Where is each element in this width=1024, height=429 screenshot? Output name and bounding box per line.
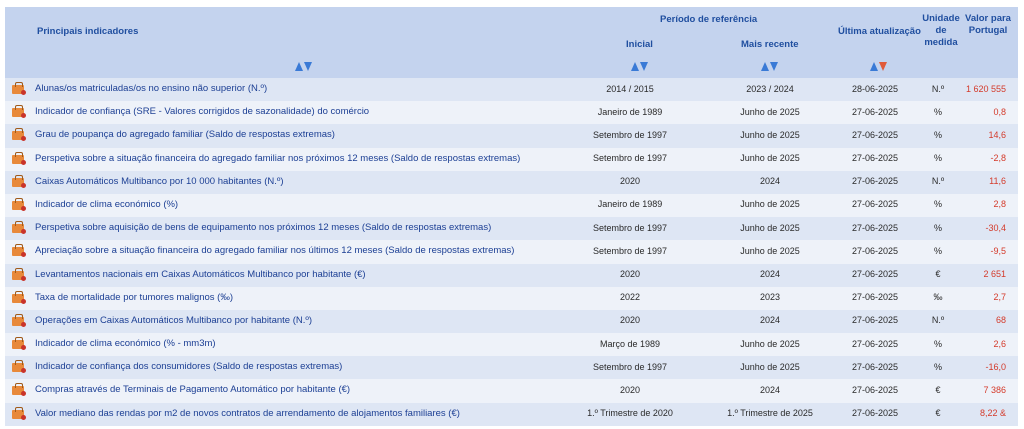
initial-period: Setembro de 1997 [592, 361, 668, 372]
table-body [5, 78, 1018, 426]
header-recent[interactable]: Mais recente [741, 39, 799, 50]
value: 0,8 [993, 106, 1006, 117]
table-row [5, 379, 1018, 402]
sort-indicators-icon[interactable] [295, 62, 312, 71]
value: 2,8 [993, 199, 1006, 210]
table-row [5, 217, 1018, 240]
indicator-link[interactable]: Apreciação sobre a situação financeira do agregado familiar nos últimos 12 meses (Saldo de respostas extremas) [35, 245, 515, 257]
unit: N.º [931, 315, 945, 326]
recent-period: 2024 [759, 176, 781, 187]
indicator-link[interactable]: Grau de poupança do agregado familiar (Saldo de respostas extremas) [35, 129, 335, 141]
value: 7 386 [983, 384, 1006, 395]
indicators-table [5, 7, 1018, 419]
recent-period: Junho de 2025 [740, 245, 800, 256]
initial-period: 2014 / 2015 [606, 83, 654, 94]
unit: % [933, 106, 942, 117]
recent-period: 2023 [759, 292, 781, 303]
value: 2 651 [983, 269, 1006, 279]
indicator-link[interactable]: Compras através de Terminais de Pagamento Automático por habitante (€) [35, 384, 351, 396]
unit: % [933, 129, 942, 140]
table-row [5, 171, 1018, 194]
chart-briefcase-icon[interactable] [12, 85, 24, 94]
unit: % [933, 338, 942, 349]
chart-briefcase-icon[interactable] [12, 340, 24, 349]
chart-briefcase-icon[interactable] [12, 247, 24, 256]
table-row [5, 78, 1018, 101]
initial-period: 2020 [619, 384, 641, 395]
unit: € [935, 408, 941, 419]
initial-period: 2020 [619, 176, 641, 187]
header-initial[interactable]: Inicial [626, 39, 653, 50]
chart-briefcase-icon[interactable] [12, 271, 24, 280]
chart-briefcase-icon[interactable] [12, 201, 24, 210]
last-update: 27-06-2025 [851, 153, 899, 164]
table-header [5, 7, 1018, 78]
table-row [5, 356, 1018, 379]
header-value: Valor para Portugal [965, 13, 1011, 36]
table-row [5, 148, 1018, 171]
initial-period: 2020 [619, 315, 641, 326]
initial-period: Setembro de 1997 [592, 153, 668, 164]
last-update: 28-06-2025 [851, 83, 899, 94]
chart-briefcase-icon[interactable] [12, 108, 24, 117]
initial-period: Março de 1989 [599, 338, 661, 349]
unit: N.º [931, 176, 945, 187]
recent-period: 1.º Trimestre de 2025 [727, 408, 813, 419]
recent-period: Junho de 2025 [740, 222, 800, 233]
table-row [5, 194, 1018, 217]
recent-period: 2024 [759, 315, 781, 326]
recent-period: Junho de 2025 [740, 361, 800, 372]
indicator-link[interactable]: Perspetiva sobre a situação financeira do agregado familiar nos próximos 12 meses (Saldo de respostas extremas) [35, 152, 521, 164]
value: -30,4 [985, 222, 1006, 233]
last-update: 27-06-2025 [851, 199, 899, 210]
chart-briefcase-icon[interactable] [12, 317, 24, 326]
sort-recent-icon[interactable] [761, 62, 778, 71]
last-update: 27-06-2025 [851, 269, 899, 279]
chart-briefcase-icon[interactable] [12, 294, 24, 303]
indicator-link[interactable]: Perspetiva sobre aquisição de bens de equipamento nos próximos 12 meses (Saldo de respostas extremas) [35, 222, 492, 234]
table-row [5, 403, 1018, 426]
initial-period: Setembro de 1997 [592, 129, 668, 140]
indicator-link[interactable]: Indicador de clima económico (% - mm3m) [35, 338, 216, 350]
last-update: 27-06-2025 [851, 408, 899, 419]
indicator-link[interactable]: Operações em Caixas Automáticos Multibanco por habitante (N.º) [35, 314, 312, 326]
initial-period: Janeiro de 1989 [597, 199, 663, 210]
header-period: Período de referência [660, 14, 758, 25]
value: 11,6 [989, 176, 1006, 187]
last-update: 27-06-2025 [851, 245, 899, 256]
chart-briefcase-icon[interactable] [12, 386, 24, 395]
initial-period: Setembro de 1997 [592, 222, 668, 233]
chart-briefcase-icon[interactable] [12, 363, 24, 372]
value: 68 [995, 315, 1006, 326]
indicator-link[interactable]: Taxa de mortalidade por tumores malignos (‰) [35, 291, 234, 303]
recent-period: Junho de 2025 [740, 199, 800, 210]
indicator-link[interactable]: Indicador de clima económico (%) [35, 198, 179, 210]
unit: % [933, 222, 942, 233]
recent-period: Junho de 2025 [740, 106, 800, 117]
value: 14,6 [988, 129, 1006, 140]
recent-period: Junho de 2025 [740, 153, 800, 164]
unit: % [933, 153, 942, 164]
unit: % [933, 199, 942, 210]
unit: ‰ [933, 292, 943, 303]
unit: € [935, 384, 941, 395]
chart-briefcase-icon[interactable] [12, 178, 24, 187]
chart-briefcase-icon[interactable] [12, 410, 24, 419]
last-update: 27-06-2025 [851, 176, 899, 187]
last-update: 27-06-2025 [851, 384, 899, 395]
last-update: 27-06-2025 [851, 292, 899, 303]
last-update: 27-06-2025 [851, 315, 899, 326]
indicator-link[interactable]: Indicador de confiança dos consumidores (Saldo de respostas extremas) [35, 361, 343, 373]
initial-period: 2022 [619, 292, 641, 303]
value: 2,7 [993, 292, 1006, 303]
last-update: 27-06-2025 [851, 129, 899, 140]
chart-briefcase-icon[interactable] [12, 131, 24, 140]
recent-period: 2023 / 2024 [746, 83, 794, 94]
initial-period: 1.º Trimestre de 2020 [587, 408, 673, 419]
header-last-update[interactable]: Última atualização [838, 26, 921, 37]
unit: % [933, 245, 942, 256]
table-row [5, 240, 1018, 263]
header-unit: Unidade de medida [922, 13, 960, 48]
unit: € [935, 269, 941, 279]
table-row [5, 124, 1018, 147]
indicator-link[interactable]: Indicador de confiança (SRE - Valores corrigidos de sazonalidade) do comércio [35, 106, 370, 118]
recent-period: 2024 [759, 269, 781, 279]
unit: N.º [931, 83, 945, 94]
table-row [5, 264, 1018, 287]
table-row [5, 333, 1018, 356]
last-update: 27-06-2025 [851, 361, 899, 372]
sort-initial-icon[interactable] [631, 62, 648, 71]
unit: % [933, 361, 942, 372]
indicator-link[interactable]: Valor mediano das rendas por m2 de novos contratos de arrendamento de alojamentos familiares (€) [35, 407, 460, 419]
recent-period: 2024 [759, 384, 781, 395]
header-indicators[interactable]: Principais indicadores [37, 26, 139, 37]
value: 8,22 & [979, 408, 1006, 419]
initial-period: Janeiro de 1989 [597, 106, 663, 117]
recent-period: Junho de 2025 [740, 338, 800, 349]
last-update: 27-06-2025 [851, 222, 899, 233]
table-row [5, 287, 1018, 310]
last-update: 27-06-2025 [851, 338, 899, 349]
value: 1 620 555 [965, 83, 1006, 94]
indicator-link[interactable]: Caixas Automáticos Multibanco por 10 000 habitantes (N.º) [35, 175, 284, 187]
value: -9,5 [990, 245, 1006, 256]
chart-briefcase-icon[interactable] [12, 155, 24, 164]
last-update: 27-06-2025 [851, 106, 899, 117]
initial-period: Setembro de 1997 [592, 245, 668, 256]
table-row [5, 101, 1018, 124]
value: -2,8 [990, 153, 1006, 164]
sort-last-update-icon[interactable] [870, 62, 887, 71]
indicator-link[interactable]: Levantamentos nacionais em Caixas Automáticos Multibanco por habitante (€) [35, 268, 366, 280]
value: -16,0 [985, 361, 1006, 372]
recent-period: Junho de 2025 [740, 129, 800, 140]
table-row [5, 310, 1018, 333]
initial-period: 2020 [619, 269, 641, 279]
value: 2,6 [993, 338, 1006, 349]
chart-briefcase-icon[interactable] [12, 224, 24, 233]
indicator-link[interactable]: Alunas/os matriculadas/os no ensino não superior (N.º) [35, 83, 268, 94]
